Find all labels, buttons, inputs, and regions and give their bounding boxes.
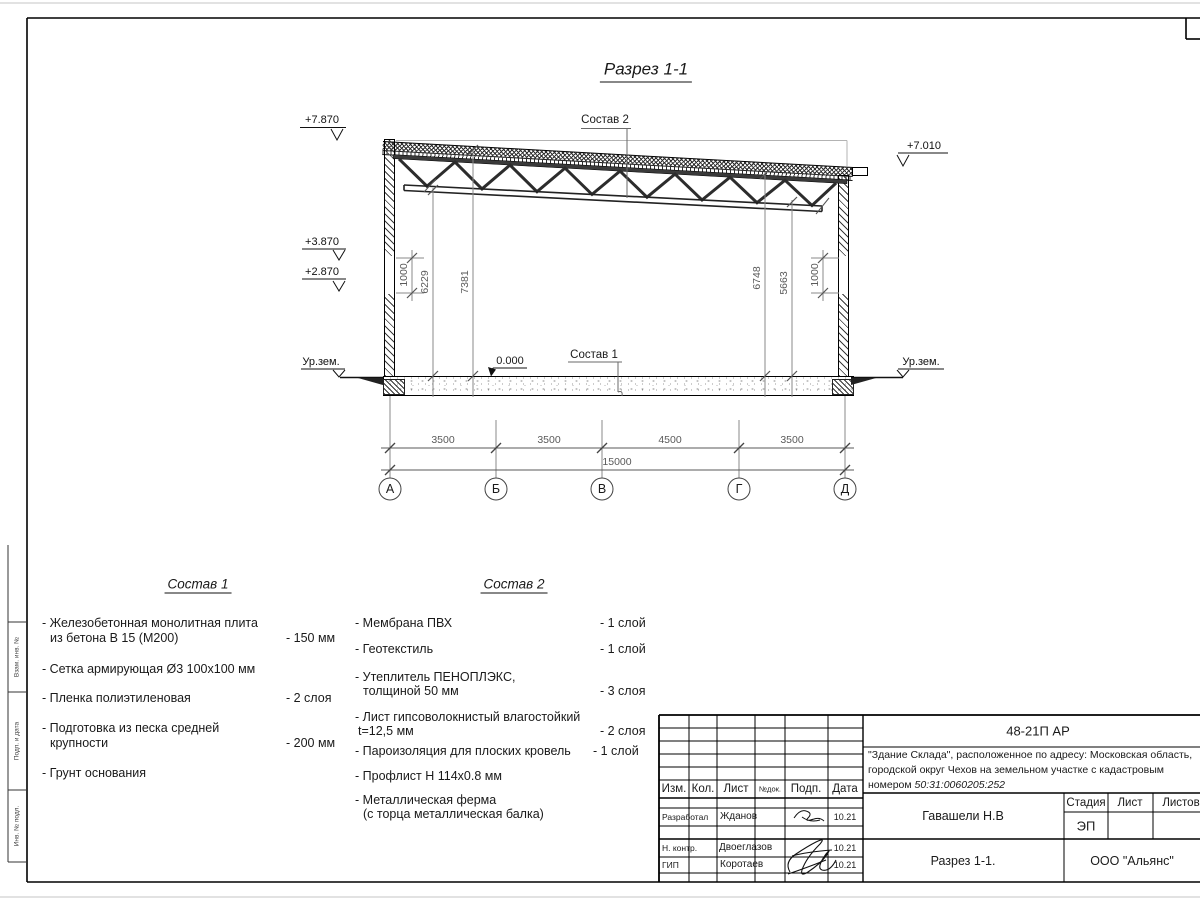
list-item: - Грунт основания	[42, 766, 147, 780]
list-item: - Лист гипсоволокнистый влагостойкий	[355, 710, 581, 724]
vdim-left-1000: 1000	[398, 263, 410, 287]
row-name: Коротаев	[720, 859, 764, 870]
list-item: - Пленка полиэтиленовая	[42, 691, 191, 705]
col-kol: Кол.	[691, 783, 715, 795]
project-description-line2: городской округ Чехов на земельном участке с кадастровым	[868, 764, 1164, 776]
list-item: - Железобетонная монолитная плита	[42, 616, 258, 630]
vdim-7381: 7381	[459, 270, 471, 294]
list-item: - Мембрана ПВХ	[355, 616, 453, 630]
col-izm: Изм.	[661, 783, 687, 795]
margin-stamp-inv: Инв. № подл.	[13, 805, 21, 847]
project-description-line3	[868, 779, 1005, 791]
list-item: - Подготовка из песка средней	[42, 721, 220, 735]
sheets-label: Листов	[1162, 797, 1200, 809]
project-description-line1: "Здание Склада", расположенное по адресу: Московская область,	[868, 749, 1193, 761]
elev-left-b: +2.870	[305, 266, 339, 278]
col-data: Дата	[832, 783, 858, 795]
ground-wedge-left	[358, 378, 383, 385]
row-date: 10.21	[833, 860, 857, 870]
chief-name: Гавашели Н.В	[922, 809, 1004, 823]
hdim-total: 15000	[602, 456, 632, 468]
sostav2-title: Состав 2	[481, 577, 548, 594]
hdim-span2: 3500	[537, 434, 561, 446]
vdim-5663: 5663	[778, 271, 790, 295]
axis-bubble-v: В	[597, 482, 607, 496]
margin-stamp-vzam: Взам. инв. №	[13, 636, 21, 678]
row-role: Разработал	[662, 812, 709, 822]
row-name: Жданов	[720, 811, 758, 822]
col-ndok: №док.	[759, 784, 781, 794]
axis-bubbles	[379, 478, 856, 500]
list-item: (с торца металлическая балка)	[363, 807, 544, 821]
row-date: 10.21	[833, 812, 857, 822]
elev-right-top: +7.010	[907, 140, 941, 152]
sostav1-title: Состав 1	[165, 577, 232, 594]
col-podp: Подп.	[790, 783, 822, 795]
list-item: - Сетка армирующая Ø3 100х100 мм	[42, 662, 256, 676]
elevation-marks	[300, 128, 948, 378]
hdim-span4: 3500	[780, 434, 804, 446]
row-date: 10.21	[833, 843, 857, 853]
list-item: - Профлист Н 114х0.8 мм	[355, 769, 502, 783]
list-item-value: - 3 слоя	[600, 684, 646, 698]
list-item: - Пароизоляция для плоских кровель	[355, 744, 571, 758]
floor-level-value: 0.000	[496, 355, 524, 367]
list-item-value: - 200 мм	[286, 736, 336, 750]
axis-bubble-b: Б	[491, 482, 501, 496]
list-item: - Металлическая ферма	[355, 793, 497, 807]
vdim-right-1000: 1000	[809, 263, 821, 287]
vdim-6748: 6748	[751, 266, 763, 290]
view-name: Разрез 1-1.	[930, 854, 996, 868]
list-item-value: - 1 слой	[600, 616, 646, 630]
col-list: Лист	[723, 783, 749, 795]
axis-bubble-a: А	[385, 482, 395, 496]
axis-bubble-g: Г	[735, 482, 743, 496]
hdim-span3: 4500	[658, 434, 682, 446]
company-name: ООО "Альянс"	[1090, 854, 1174, 868]
axis-bubble-d: Д	[840, 482, 850, 496]
ground-label-right: Ур.зем.	[902, 356, 940, 368]
sostav1-callout-label: Состав 1	[570, 349, 618, 361]
stage-value: ЭП	[1076, 818, 1096, 834]
list-item: толщиной 50 мм	[363, 684, 459, 698]
truss-web	[399, 159, 836, 206]
ground-label-left: Ур.зем.	[302, 356, 340, 368]
signature-zhdanov	[794, 811, 824, 821]
sostav2-callout-label: Состав 2	[581, 114, 629, 126]
hdim-span1: 3500	[431, 434, 455, 446]
sheet-label: Лист	[1117, 797, 1143, 809]
floor-level-mark	[491, 368, 527, 371]
elev-left-top: +7.870	[305, 114, 339, 126]
list-item: - Утеплитель ПЕНОПЛЭКС,	[355, 670, 516, 684]
list-item-value: - 1 слой	[593, 744, 639, 758]
list-item-value: - 1 слой	[600, 642, 646, 656]
row-name: Двоеглазов	[719, 842, 773, 853]
list-item: крупности	[50, 736, 109, 750]
stage-label: Стадия	[1066, 797, 1106, 809]
cadastral-prefix: номером	[868, 779, 915, 791]
list-item-value: - 150 мм	[286, 631, 336, 645]
row-role: Н. контр.	[662, 843, 698, 853]
doc-code: 48-21П АР	[1006, 723, 1070, 739]
vdim-6229: 6229	[419, 270, 431, 294]
truss-bottom-chord	[404, 185, 822, 212]
list-item-value: - 2 слоя	[600, 724, 646, 738]
list-item: - Геотекстиль	[355, 642, 434, 656]
margin-stamp-podp: Подп. и дата	[13, 721, 21, 761]
cadastral-number: 50:31:0060205:252	[914, 779, 1006, 791]
row-role: ГИП	[662, 860, 679, 870]
list-item: t=12,5 мм	[358, 724, 414, 738]
elev-left-a: +3.870	[305, 236, 339, 248]
ground-wedge-right	[851, 378, 876, 385]
drawing-title: Разрез 1-1	[600, 60, 692, 83]
list-item: из бетона В 15 (М200)	[50, 631, 179, 645]
list-item-value: - 2 слоя	[286, 691, 332, 705]
